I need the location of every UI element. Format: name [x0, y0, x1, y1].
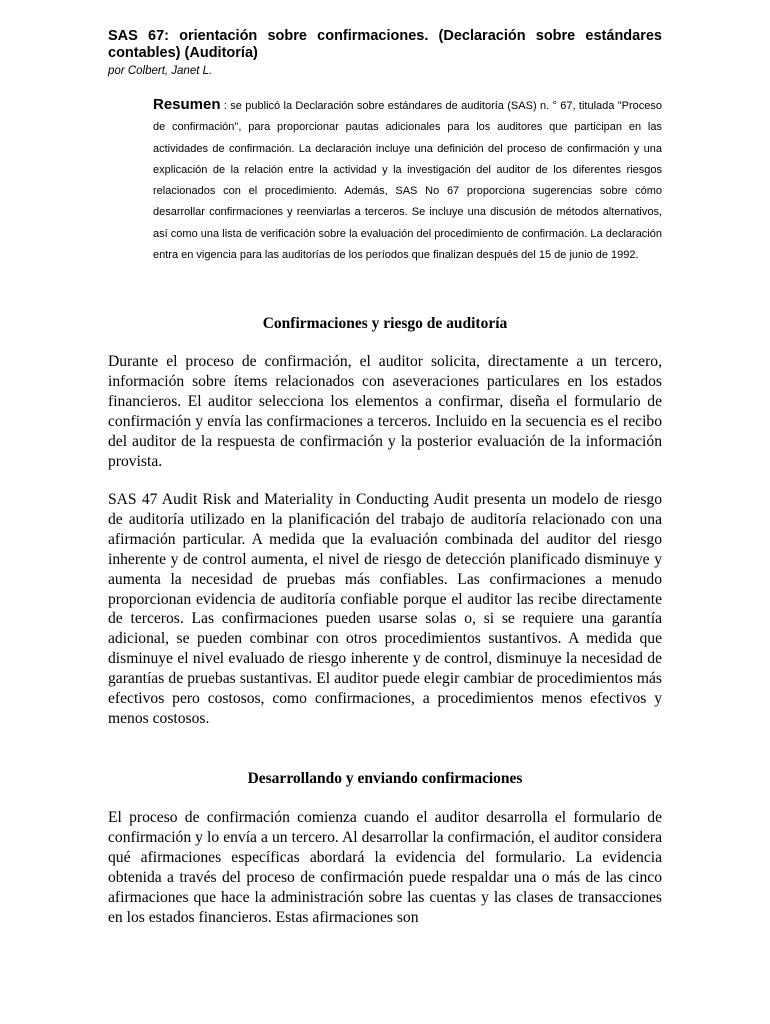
document-title: SAS 67: orientación sobre confirmaciones. (Declaración sobre estándares contables) (Auditoría)	[108, 28, 662, 61]
abstract-label: Resumen	[153, 96, 221, 113]
section-heading-confirmaciones-riesgo: Confirmaciones y riesgo de auditoría	[262, 315, 508, 332]
section-heading-desarrollando-enviando: Desarrollando y enviando confirmaciones	[247, 770, 523, 787]
paragraph-sas-47: SAS 47 Audit Risk and Materiality in Conducting Audit presenta un modelo de riesgo de auditoría utilizado en la planificación del trabajo de auditoría relacionado con una afirmación particular. A medida que la evaluación combinada del auditor del riesgo inherente y de control aumenta, el nivel de riesgo de detección planificado disminuye y aumenta la necesidad de pruebas más confiables. Las confirmaciones a menudo proporcionan evidencia de auditoría confiable porque el auditor las recibe directamente de terceros. Las confirmaciones pueden usarse solas o, si se requiere una garantía adicional, se pueden combinar con otros procedimientos sustantivos. A medida que disminuye el nivel evaluado de riesgo inherente y de control, disminuye la necesidad de garantías de pruebas sustantivas. El auditor puede elegir cambiar de procedimientos más efectivos pero costosos, como confirmaciones, a procedimientos menos efectivos y menos costosos.	[108, 491, 662, 727]
document-author: por Colbert, Janet L.	[108, 65, 213, 77]
abstract	[153, 94, 662, 266]
paragraph-proceso-confirmacion: Durante el proceso de confirmación, el auditor solicita, directamente a un tercero, información sobre ítems relacionados con aseveraciones particulares en los estados financieros. El auditor selecciona los elementos a confirmar, diseña el formulario de confirmación y envía las confirmaciones a terceros. Incluido en la secuencia es el recibo del auditor de la respuesta de confirmación y la posterior evaluación de la información provista.	[108, 353, 662, 470]
paragraph-desarrollo-formulario: El proceso de confirmación comienza cuando el auditor desarrolla el formulario de confirmación y lo envía a un tercero. Al desarrollar la confirmación, el auditor considera qué afirmaciones específicas abordará la evidencia del formulario. La evidencia obtenida a través del proceso de confirmación puede respaldar una o más de las cinco afirmaciones que hace la administración sobre las cuentas y las clases de transacciones en los estados financieros. Estas afirmaciones son	[108, 809, 662, 926]
abstract-text: : se publicó la Declaración sobre estándares de auditoría (SAS) n. ° 67, titulada "Proceso de confirmación", para proporcionar pautas adicionales para los auditores que participan en las actividades de confirmación. La declaración incluye una definición del proceso de confirmación y una explicación de la relación entre la actividad y la investigación del auditor de los diferentes riesgos relacionados con el procedimiento. Además, SAS No 67 proporciona sugerencias sobre cómo desarrollar confirmaciones y reenviarlas a terceros. Se incluye una discusión de métodos alternativos, así como una lista de verificación sobre la evaluación del procedimiento de confirmación. La declaración entra en vigencia para las auditorías de los períodos que finalizan después del 15 de junio de 1992.	[153, 100, 662, 262]
